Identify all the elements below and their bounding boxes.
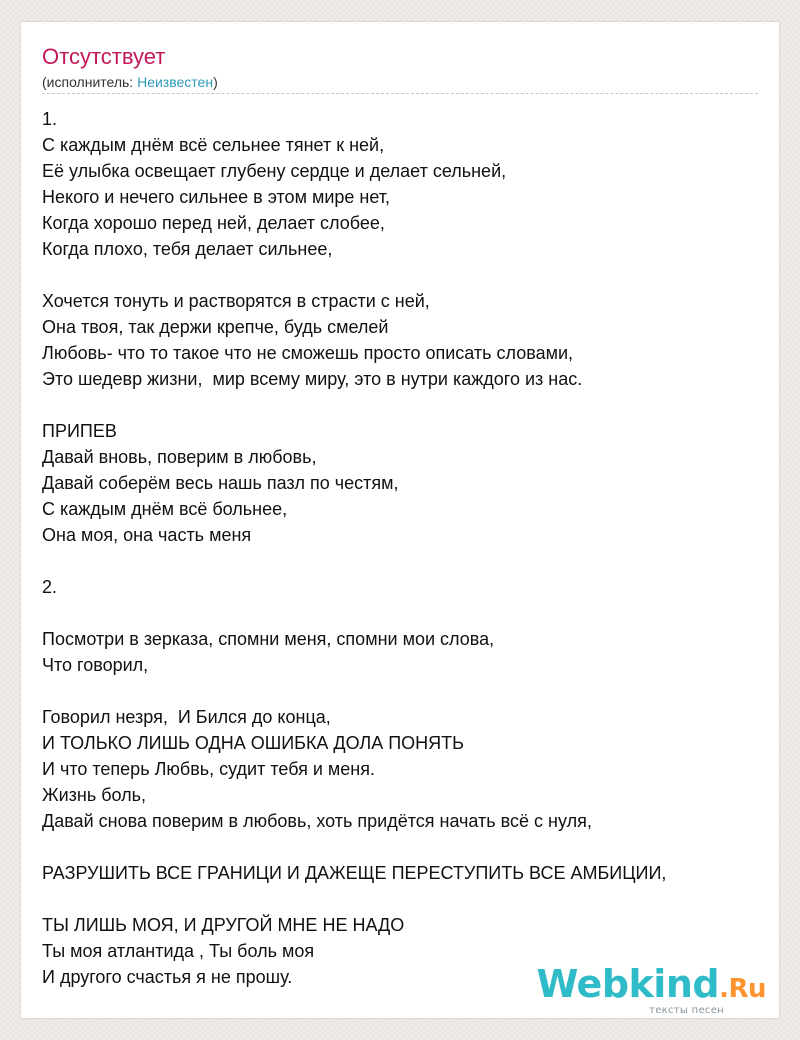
lyric-line: И ТОЛЬКО ЛИШЬ ОДНА ОШИБКА ДОЛА ПОНЯТЬ [42, 733, 464, 753]
lyric-line: И что теперь Любвь, судит тебя и меня. [42, 759, 375, 779]
logo-wordmark [536, 964, 766, 1009]
lyric-line: 2. [42, 577, 58, 597]
lyric-line: Когда хорошо перед ней, делает слобее, [42, 213, 385, 233]
lyric-line: Она моя, она часть меня [42, 525, 252, 545]
lyric-line: И другого счастья я не прошу. [42, 967, 293, 987]
artist-prefix: (исполнитель: [42, 74, 138, 90]
song-title: Отсутствует [42, 44, 166, 69]
lyric-line: РАЗРУШИТЬ ВСЕ ГРАНИЦИ И ДАЖЕЩЕ ПЕРЕСТУПИТЬ ВСЕ АМБИЦИИ, [42, 863, 667, 883]
lyric-line: Она твоя, так держи крепче, будь смелей [42, 317, 389, 337]
webkind-logo [536, 964, 766, 1016]
lyric-line [42, 548, 772, 574]
lyric-line [42, 834, 772, 860]
lyric-line [42, 886, 772, 912]
lyric-line: Давай соберём весь нашь пазл по честям, [42, 473, 399, 493]
header-divider [42, 93, 758, 94]
logo-tagline: тексты песен [649, 1005, 724, 1016]
lyric-line [42, 678, 772, 704]
lyric-line: Некого и нечего сильнее в этом мире нет, [42, 187, 390, 207]
artist-suffix: ) [213, 74, 218, 90]
lyric-line: Жизнь боль, [42, 785, 147, 805]
lyric-line: Любовь- что то такое что не сможешь просто описать словами, [42, 343, 574, 363]
lyric-line [42, 262, 772, 288]
lyric-line: Её улыбка освещает глубену сердце и делает сельней, [42, 161, 507, 181]
lyric-line: Хочется тонуть и растворятся в страсти с ней, [42, 291, 430, 311]
lyric-line [42, 392, 772, 418]
lyric-line: Что говорил, [42, 655, 149, 675]
lyric-line: Когда плохо, тебя делает сильнее, [42, 239, 333, 259]
lyric-line: С каждым днём всё больнее, [42, 499, 288, 519]
artist-line [42, 73, 218, 91]
lyric-line: Это шедевр жизни, мир всему миру, это в нутри каждого из нас. [42, 369, 583, 389]
lyric-line: Говорил незря, И Бился до конца, [42, 707, 331, 727]
lyric-line: Давай вновь, поверим в любовь, [42, 447, 317, 467]
artist-link[interactable]: Неизвестен [137, 74, 214, 90]
lyric-line: 1. [42, 109, 58, 129]
lyric-line: Давай снова поверим в любовь, хоть придётся начать всё с нуля, [42, 811, 592, 831]
lyric-line: ТЫ ЛИШЬ МОЯ, И ДРУГОЙ МНЕ НЕ НАДО [42, 915, 405, 935]
lyric-line: Посмотри в зерказа, спомни меня, спомни мои слова, [42, 629, 495, 649]
lyric-line [42, 600, 772, 626]
lyrics-card [21, 22, 779, 1018]
lyric-line: Ты моя атлантида , Ты боль моя [42, 941, 315, 961]
lyrics-text [42, 106, 772, 990]
logo-brand: Webkind [536, 962, 720, 1006]
lyric-line: ПРИПЕВ [42, 421, 117, 441]
lyric-line: С каждым днём всё сельнее тянет к ней, [42, 135, 385, 155]
logo-domain: .Ru [719, 974, 766, 1004]
